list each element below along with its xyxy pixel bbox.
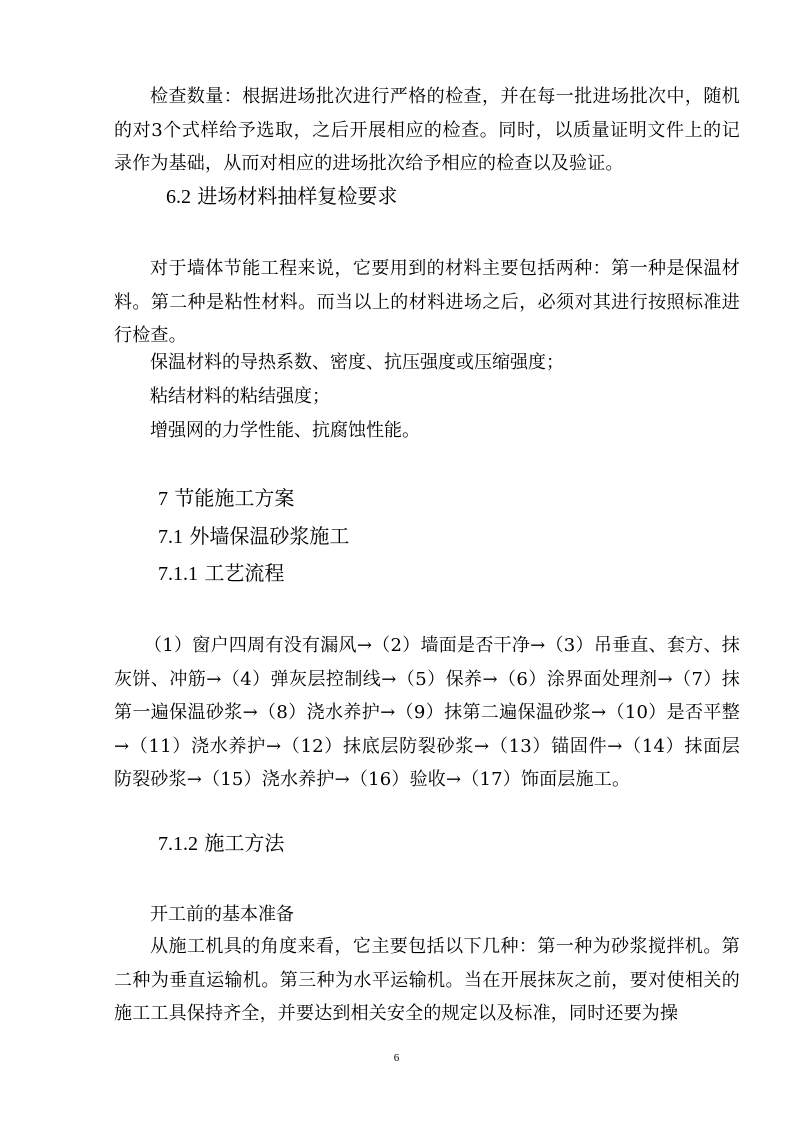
list-item: 增强网的力学性能、抗腐蚀性能。 bbox=[150, 420, 420, 441]
section-title: 节能施工方案 bbox=[174, 486, 295, 510]
section-number: 7.1.1 bbox=[158, 563, 198, 585]
section-number: 7.1.2 bbox=[158, 833, 198, 855]
section-heading-6-2 bbox=[166, 181, 397, 212]
subheading-preparation: 开工前的基本准备 bbox=[150, 904, 294, 925]
section-title: 施工方法 bbox=[204, 831, 285, 855]
section-title: 工艺流程 bbox=[204, 561, 285, 585]
section-heading-7-1-2 bbox=[158, 828, 284, 859]
paragraph-construction-tools: 从施工机具的角度来看，它主要包括以下几种：第一种为砂浆搅拌机。第二种为垂直运输机。第三种为水平运输机。当在开展抹灰之前，要对使相关的施工工具保持齐全，并要达到相关安全的规定以及标准，同时还要为操 bbox=[114, 936, 740, 1024]
section-number: 7 bbox=[158, 488, 168, 510]
section-title: 进场材料抽样复检要求 bbox=[197, 184, 398, 208]
list-item: 粘结材料的粘结强度； bbox=[150, 386, 330, 407]
section-title: 外墙保温砂浆施工 bbox=[189, 524, 350, 548]
list-item: 保温材料的导热系数、密度、抗压强度或压缩强度； bbox=[150, 352, 564, 373]
section-number: 7.1 bbox=[158, 526, 183, 548]
section-heading-7-1 bbox=[158, 521, 349, 552]
page-number: 6 bbox=[393, 1052, 400, 1064]
paragraph-inspection-quantity: 检查数量：根据进场批次进行严格的检查，并在每一批进场批次中，随机的对3个式样给予选取，之后开展相应的检查。同时，以质量证明文件上的记录作为基础，从而对相应的进场批次给予相应的检查以及验证。 bbox=[114, 86, 740, 174]
section-number: 6.2 bbox=[166, 186, 191, 208]
section-heading-7-1-1 bbox=[158, 558, 284, 589]
paragraph-wall-materials: 对于墙体节能工程来说，它要用到的材料主要包括两种：第一种是保温材料。第二种是粘性材料。而当以上的材料进场之后，必须对其进行按照标准进行检查。 bbox=[114, 258, 740, 346]
paragraph-process-flow: （1）窗户四周有没有漏风→（2）墙面是否干净→（3）吊垂直、套方、抹灰饼、冲筋→（4）弹灰层控制线→（5）保养→（6）涂界面处理剂→（7）抹第一遍保温砂浆→（8）浇水养护→（9）抹第二遍保温砂浆→（10）是否平整→（11）浇水养护→（12）抹底层防裂砂浆→（13）锚固件→（14）抹面层防裂砂浆→（15）浇水养护→（16）验收→（17）饰面层施工。 bbox=[114, 635, 740, 790]
section-heading-7 bbox=[158, 483, 294, 514]
